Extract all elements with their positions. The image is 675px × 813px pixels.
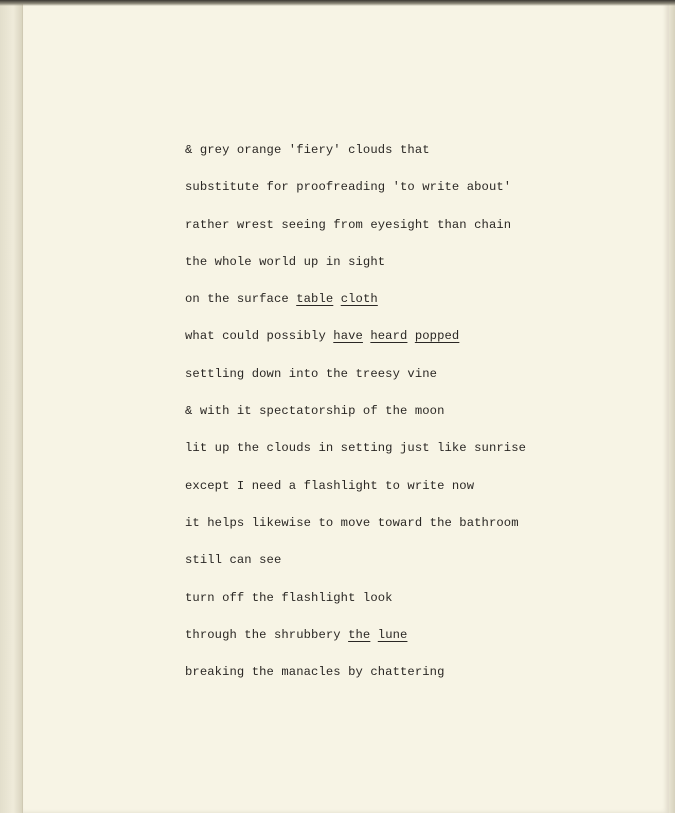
underlined-word: have (333, 329, 363, 344)
poem-line: & with it spectatorship of the moon (185, 404, 445, 419)
underlined-word: heard (370, 329, 408, 344)
poem-line: lit up the clouds in setting just like sunrise (185, 441, 527, 456)
poem-line: & grey orange 'fiery' clouds that (185, 143, 430, 157)
page-right-edge (669, 0, 675, 813)
underlined-word: cloth (340, 292, 378, 307)
poem-line: it helps likewise to move toward the bathroom (185, 515, 519, 530)
poem-line (185, 289, 526, 326)
poem-line: settling down into the treesy vine (185, 366, 438, 381)
underlined-word: popped (414, 329, 460, 344)
line-text: what could possibly (185, 329, 334, 344)
line-text: on the surface (185, 292, 297, 307)
underlined-word: lune (377, 627, 408, 642)
poem-line: breaking the manacles by chattering (185, 665, 445, 680)
space (370, 628, 377, 642)
poem-line (185, 326, 526, 363)
binding-edge (0, 0, 23, 813)
poem-line: the whole world up in sight (185, 254, 386, 269)
poem-line: turn off the flashlight look (185, 590, 393, 605)
space (407, 329, 414, 343)
poem-line: except I need a flashlight to write now (185, 478, 475, 493)
underlined-word: table (296, 292, 334, 307)
top-shadow-edge (0, 0, 675, 6)
poem-line: rather wrest seeing from eyesight than chain (185, 217, 512, 232)
underlined-word: the (348, 627, 371, 642)
poem-line (185, 625, 526, 662)
poem-text (185, 140, 526, 699)
poem-line: substitute for proofreading 'to write about' (185, 180, 512, 195)
poem-line: still can see (185, 553, 282, 568)
space (333, 292, 340, 306)
line-text: through the shrubbery (185, 627, 349, 642)
